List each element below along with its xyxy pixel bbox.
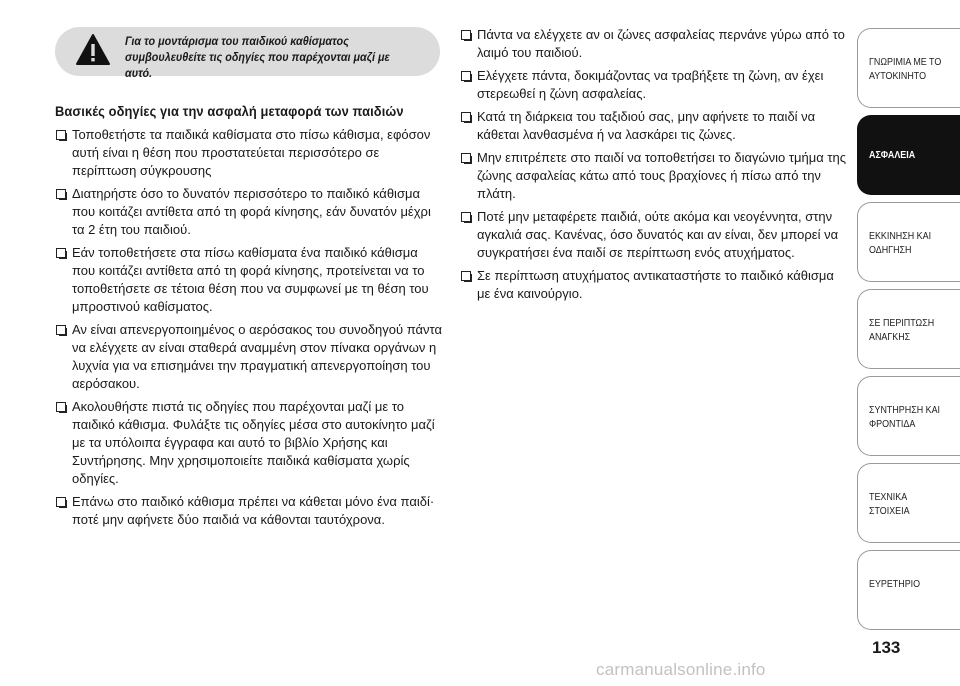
list-item: [460, 67, 850, 103]
list-item: [460, 267, 850, 303]
tab-technical-data[interactable]: [857, 463, 960, 543]
tab-safety[interactable]: [857, 115, 960, 195]
list-item: [55, 398, 443, 488]
list-item: [55, 244, 443, 316]
list-item-text: Εάν τοποθετήσετε στα πίσω καθίσματα ένα παιδικό κάθισμα που κοιτάζει αντίθετα από τη φορά κίνησης, προτείνεται να το τοποθετήσετε σε τέτοια θέση που να συμφωνεί με τη θέση του μπροστινού καθίσματος.: [72, 245, 429, 314]
checkbox-bullet-icon: [461, 30, 471, 40]
section-title: Βασικές οδηγίες για την ασφαλή μεταφορά των παιδιών: [55, 103, 404, 119]
list-item-text: Τοποθετήστε τα παιδικά καθίσματα στο πίσω κάθισμα, εφόσον αυτή είναι η θέση που προστατεύεται περισσότερο σε περίπτωση σύγκρουσης: [72, 127, 431, 178]
list-item-text: Κατά τη διάρκεια του ταξιδιού σας, μην αφήνετε το παιδί να κάθεται λανθασμένα ή να λασκάρει τις ζώνες.: [477, 109, 816, 142]
left-column: [55, 126, 443, 534]
warning-triangle-icon: [75, 33, 111, 67]
list-item: [460, 26, 850, 62]
list-item-text: Επάνω στο παιδικό κάθισμα πρέπει να κάθεται μόνο ένα παιδί· ποτέ μην αφήνετε δύο παιδιά να κάθονται ταυτόχρονα.: [72, 494, 435, 527]
checkbox-bullet-icon: [56, 402, 66, 412]
list-item-text: Πάντα να ελέγχετε αν οι ζώνες ασφαλείας περνάνε γύρω από το λαιμό του παιδιού.: [477, 27, 845, 60]
checkbox-bullet-icon: [56, 248, 66, 258]
list-item: [55, 126, 443, 180]
left-bullet-list: [55, 126, 443, 529]
checkbox-bullet-icon: [56, 325, 66, 335]
page-number: 133: [872, 638, 901, 657]
tab-label: ΓΝΩΡΙΜΙΑ ΜΕ ΤΟ ΑΥΤΟΚΙΝΗΤΟ: [869, 56, 942, 82]
list-item: [460, 149, 850, 203]
checkbox-bullet-icon: [461, 112, 471, 122]
warning-box: [55, 27, 440, 80]
checkbox-bullet-icon: [461, 153, 471, 163]
tab-getting-to-know-car[interactable]: [857, 28, 960, 108]
list-item-text: Αν είναι απενεργοποιημένος ο αερόσακος του συνοδηγού πάντα να ελέγχετε αν είναι σταθερά αναμμένη στον πίνακα οργάνων η λυχνία για να επισημάνει την πραγματική απενεργοποίηση του αερόσακου.: [72, 322, 443, 391]
tab-index[interactable]: [857, 550, 960, 630]
tab-label: ΤΕΧΝΙΚΑ ΣΤΟΙΧΕΙΑ: [869, 491, 910, 517]
list-item: [55, 185, 443, 239]
right-column: [460, 26, 850, 308]
list-item-text: Ελέγχετε πάντα, δοκιμάζοντας να τραβήξετε τη ζώνη, αν έχει στερεωθεί η ζώνη ασφαλείας.: [477, 68, 824, 101]
checkbox-bullet-icon: [56, 497, 66, 507]
tab-maintenance-and-care[interactable]: [857, 376, 960, 456]
list-item-text: Διατηρήστε όσο το δυνατόν περισσότερο το παιδικό κάθισμα που κοιτάζει αντίθετα από τη φορά κίνησης, εάν δυνατόν μέχρι τα 2 έτη του παιδιού.: [72, 186, 431, 237]
checkbox-bullet-icon: [461, 212, 471, 222]
list-item: [460, 108, 850, 144]
checkbox-bullet-icon: [461, 271, 471, 281]
tab-starting-and-driving[interactable]: [857, 202, 960, 282]
list-item: [55, 493, 443, 529]
tab-in-emergency[interactable]: [857, 289, 960, 369]
list-item-text: Ακολουθήστε πιστά τις οδηγίες που παρέχονται μαζί με το παιδικό κάθισμα. Φυλάξτε τις οδηγίες μέσα στο αυτοκίνητο μαζί με τα υπόλοιπα έγγραφα και αυτό το βιβλίο Χρήσης και Συντήρησης. Μην χρησιμοποιείτε παιδικά καθίσματα χωρίς οδηγίες.: [72, 399, 435, 486]
tab-label: ΣΥΝΤΗΡΗΣΗ ΚΑΙ ΦΡΟΝΤΙΔΑ: [869, 404, 941, 430]
checkbox-bullet-icon: [461, 71, 471, 81]
warning-text: Για το μοντάρισμα του παιδικού καθίσματος συμβουλευθείτε τις οδηγίες που παρέχονται μαζί με αυτό.: [125, 34, 390, 80]
list-item-text: Μην επιτρέπετε στο παιδί να τοποθετήσει το διαγώνιο τμήμα της ζώνης ασφαλείας κάτω από τους βραχίονες ή πίσω από την πλάτη.: [477, 150, 846, 201]
list-item-text: Σε περίπτωση ατυχήματος αντικαταστήστε το παιδικό κάθισμα με ένα καινούργιο.: [477, 268, 834, 301]
list-item: [460, 208, 850, 262]
checkbox-bullet-icon: [56, 189, 66, 199]
tab-label: ΕΥΡΕΤΗΡΙΟ: [869, 578, 921, 590]
list-item-text: Ποτέ μην μεταφέρετε παιδιά, ούτε ακόμα και νεογέννητα, στην αγκαλιά σας. Κανένας, όσο δυνατός και αν είναι, δεν μπορεί να συγκρατήσει ένα παιδί σε περίπτωση ενός ατυχήματος.: [477, 209, 839, 260]
list-item: [55, 321, 443, 393]
tab-label: ΣΕ ΠΕΡΙΠΤΩΣΗ ΑΝΑΓΚΗΣ: [869, 317, 935, 343]
tab-label: ΕΚΚΙΝΗΣΗ ΚΑΙ ΟΔΗΓΗΣΗ: [869, 230, 932, 256]
footer-watermark: carmanualsonline.info: [596, 660, 766, 679]
right-bullet-list: [460, 26, 850, 303]
checkbox-bullet-icon: [56, 130, 66, 140]
tab-label: ΑΣΦΑΛΕΙΑ: [869, 149, 916, 161]
